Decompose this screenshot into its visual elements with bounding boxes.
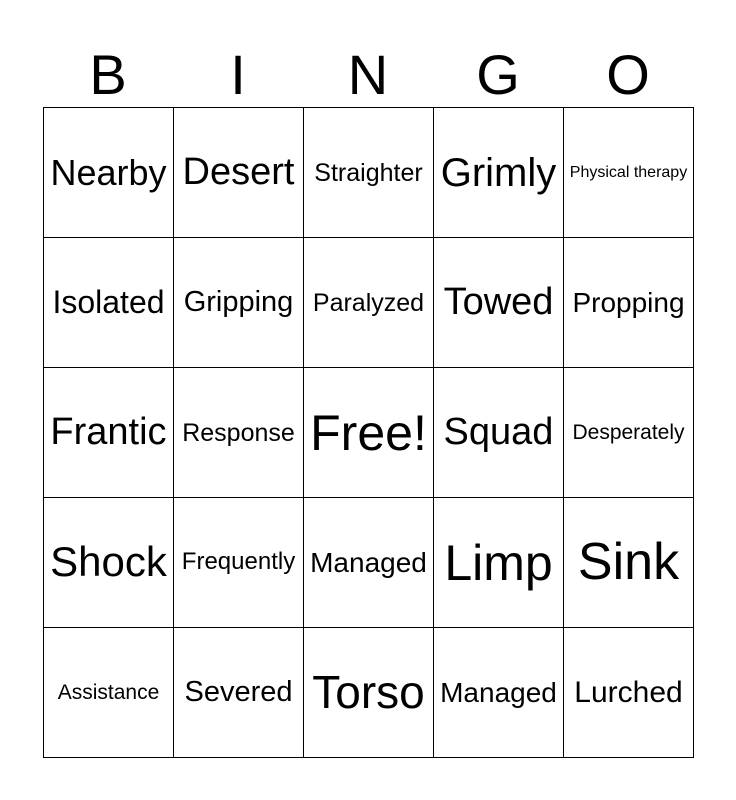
bingo-cell[interactable] bbox=[304, 108, 434, 238]
cell-word: Free! bbox=[310, 404, 427, 461]
cell-word: Assistance bbox=[57, 680, 160, 704]
bingo-cell[interactable] bbox=[564, 628, 694, 758]
cell-word: Response bbox=[182, 418, 295, 447]
bingo-cell[interactable] bbox=[174, 498, 304, 628]
cell-word: Frequently bbox=[181, 548, 296, 576]
bingo-cell[interactable] bbox=[564, 368, 694, 498]
cell-word: Managed bbox=[310, 546, 427, 578]
bingo-cell[interactable] bbox=[44, 498, 174, 628]
cell-word: Limp bbox=[444, 534, 553, 591]
cell-word: Torso bbox=[312, 665, 425, 718]
bingo-cell[interactable] bbox=[174, 368, 304, 498]
cell-word: Frantic bbox=[50, 410, 167, 453]
bingo-cell[interactable] bbox=[434, 498, 564, 628]
bingo-cell[interactable] bbox=[564, 238, 694, 368]
bingo-cell[interactable] bbox=[304, 368, 434, 498]
bingo-cell[interactable] bbox=[44, 368, 174, 498]
cell-word: Severed bbox=[184, 676, 293, 709]
cell-word: Paralyzed bbox=[312, 288, 425, 317]
bingo-cell[interactable] bbox=[434, 238, 564, 368]
bingo-cell[interactable] bbox=[304, 238, 434, 368]
cell-word: Lurched bbox=[574, 675, 683, 709]
header-letter-o: O bbox=[606, 43, 650, 106]
cell-word: Squad bbox=[443, 410, 554, 453]
cell-word: Nearby bbox=[50, 151, 167, 193]
bingo-cell[interactable] bbox=[44, 628, 174, 758]
cell-word: Gripping bbox=[183, 286, 294, 319]
bingo-cell[interactable] bbox=[174, 238, 304, 368]
bingo-cell[interactable] bbox=[434, 628, 564, 758]
header-letter-n: N bbox=[347, 43, 389, 106]
cell-word: Towed bbox=[443, 280, 554, 323]
cell-word: Managed bbox=[440, 676, 557, 708]
cell-word: Straighter bbox=[314, 158, 423, 187]
bingo-cell[interactable] bbox=[44, 108, 174, 238]
cell-word: Grimly bbox=[440, 150, 557, 195]
bingo-cell[interactable] bbox=[564, 498, 694, 628]
bingo-cell[interactable] bbox=[564, 108, 694, 238]
cell-word: Isolated bbox=[52, 284, 165, 321]
bingo-board bbox=[43, 107, 694, 758]
cell-word: Propping bbox=[572, 286, 685, 318]
bingo-cell[interactable] bbox=[174, 108, 304, 238]
header-letter-b: B bbox=[89, 43, 127, 106]
bingo-cell[interactable] bbox=[434, 108, 564, 238]
bingo-cell[interactable] bbox=[434, 368, 564, 498]
cell-word: Shock bbox=[50, 538, 167, 586]
bingo-cell[interactable] bbox=[44, 238, 174, 368]
bingo-header bbox=[43, 44, 693, 106]
bingo-cell[interactable] bbox=[174, 628, 304, 758]
header-letter-g: G bbox=[476, 43, 520, 106]
bingo-cell[interactable] bbox=[304, 498, 434, 628]
cell-word: Physical therapy bbox=[569, 163, 688, 181]
cell-word: Desert bbox=[182, 150, 295, 193]
bingo-cell[interactable] bbox=[304, 628, 434, 758]
header-letter-i: I bbox=[230, 43, 246, 106]
cell-word: Sink bbox=[577, 533, 680, 592]
cell-word: Desperately bbox=[572, 420, 685, 444]
